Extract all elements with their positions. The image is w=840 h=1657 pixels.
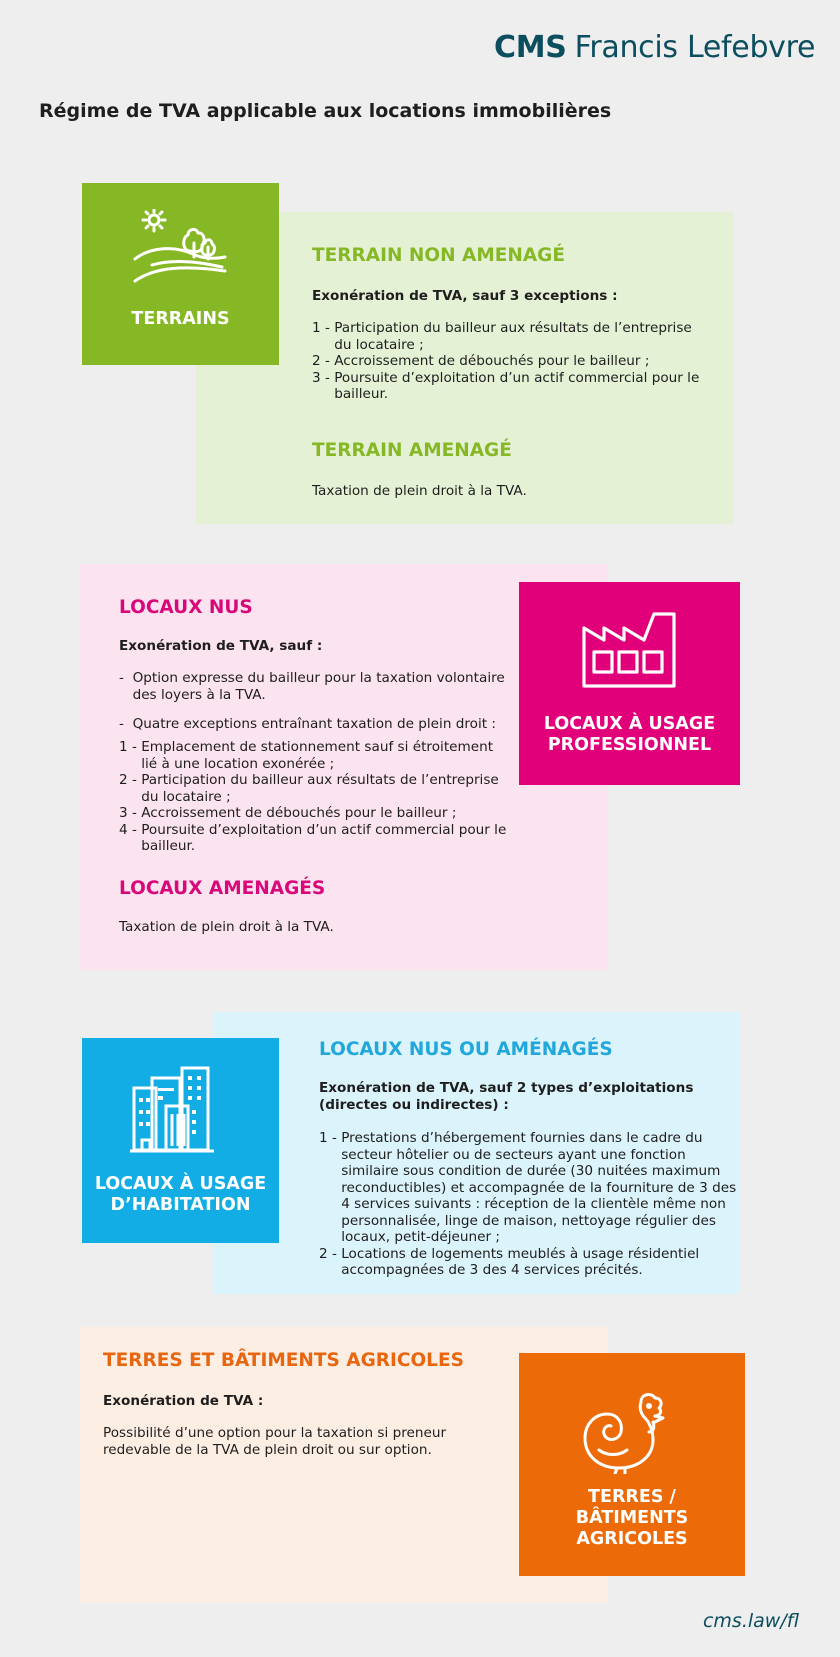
footer-url[interactable]: cms.law/fl xyxy=(702,1610,799,1632)
professionnel-exceptions-list xyxy=(119,739,509,855)
professionnel-dash-list-1 xyxy=(119,670,509,703)
habitation-tile xyxy=(82,1038,279,1243)
terrains-tile-label: TERRAINS xyxy=(131,309,230,329)
habitation-exploitations-list xyxy=(319,1130,739,1279)
landscape-sun-trees-icon xyxy=(130,209,230,289)
list-item: 3 - Poursuite d’exploitation d’un actif commercial pour le bailleur. xyxy=(312,369,700,402)
list-item: 1 - Prestations d’hébergement fournies dans le cadre du secteur hôtelier ou de secteurs ayant une fonction similaire sous condition de durée (30 nuitées maximum reconductibles) et accompagnée de la fourniture de 3 des 4 services suivants : réception de la clientèle même non personnalisée, linge de maison, nettoyage régulier des locaux, petit-déjeuner ; xyxy=(319,1130,737,1245)
professionnel-tile xyxy=(519,582,740,785)
locaux-nus-ou-amenages-heading: LOCAUX NUS OU AMÉNAGÉS xyxy=(319,1039,613,1060)
list-item: 3 - Accroissement de débouchés pour le bailleur ; xyxy=(119,805,457,821)
habitation-tile-label-2: D’HABITATION xyxy=(110,1195,251,1215)
terres-batiments-agricoles-heading: TERRES ET BÂTIMENTS AGRICOLES xyxy=(103,1350,464,1371)
cms-logo xyxy=(494,30,815,65)
list-item: 2 - Locations de logements meublés à usage résidentiel accompagnées de 3 des 4 services précités. xyxy=(319,1245,700,1278)
agricoles-tile-label-3: AGRICOLES xyxy=(576,1529,688,1549)
agricoles-option-text: Possibilité d’une option pour la taxation si preneur redevable de la TVA de plein droit ou sur option. xyxy=(103,1425,447,1458)
list-item: 2 - Accroissement de débouchés pour le bailleur ; xyxy=(312,353,650,369)
terrains-tile xyxy=(82,183,279,365)
professionnel-dash-list-2 xyxy=(119,716,519,733)
locaux-nus-heading: LOCAUX NUS xyxy=(119,597,253,618)
list-item: 4 - Poursuite d’exploitation d’un actif commercial pour le bailleur. xyxy=(119,821,507,854)
logo-name: Francis Lefebvre xyxy=(574,30,816,65)
professionnel-tile-label-1: LOCAUX À USAGE xyxy=(543,714,716,734)
professionnel-exoneration-text: Exonération de TVA, sauf : xyxy=(119,638,323,654)
terrains-exceptions-list xyxy=(312,320,712,403)
logo-cms: CMS xyxy=(494,30,567,65)
agricoles-tile xyxy=(519,1353,745,1576)
list-item: - Option expresse du bailleur pour la taxation volontaire des loyers à la TVA. xyxy=(119,670,505,703)
terrain-non-amenage-heading: TERRAIN NON AMENAGÉ xyxy=(312,245,565,266)
rooster-icon xyxy=(579,1390,669,1474)
list-item: - Quatre exceptions entraînant taxation de plein droit : xyxy=(119,716,497,732)
terrain-amenage-heading: TERRAIN AMENAGÉ xyxy=(312,440,512,461)
terrain-amenage-text: Taxation de plein droit à la TVA. xyxy=(312,483,527,499)
agricoles-tile-label-2: BÂTIMENTS xyxy=(575,1508,689,1528)
locaux-amenages-heading: LOCAUX AMENAGÉS xyxy=(119,878,326,899)
locaux-amenages-text: Taxation de plein droit à la TVA. xyxy=(119,919,334,935)
habitation-tile-label-1: LOCAUX À USAGE xyxy=(94,1174,267,1194)
agricoles-exoneration-text: Exonération de TVA : xyxy=(103,1393,264,1409)
page-title: Régime de TVA applicable aux locations immobilières xyxy=(39,100,612,122)
agricoles-tile-label-1: TERRES / xyxy=(588,1487,676,1507)
list-item: 2 - Participation du bailleur aux résultats de l’entreprise du locataire ; xyxy=(119,772,499,805)
terrains-exoneration-text: Exonération de TVA, sauf 3 exceptions : xyxy=(312,288,618,304)
professionnel-tile-label-2: PROFESSIONNEL xyxy=(547,735,712,755)
list-item: 1 - Participation du bailleur aux résultats de l’entreprise du locataire ; xyxy=(312,320,692,353)
list-item: 1 - Emplacement de stationnement sauf si étroitement lié à une location exonérée ; xyxy=(119,739,494,772)
buildings-icon xyxy=(130,1066,216,1154)
factory-icon xyxy=(582,612,678,688)
habitation-exoneration-text: Exonération de TVA, sauf 2 types d’exploitations (directes ou indirectes) : xyxy=(319,1080,694,1113)
